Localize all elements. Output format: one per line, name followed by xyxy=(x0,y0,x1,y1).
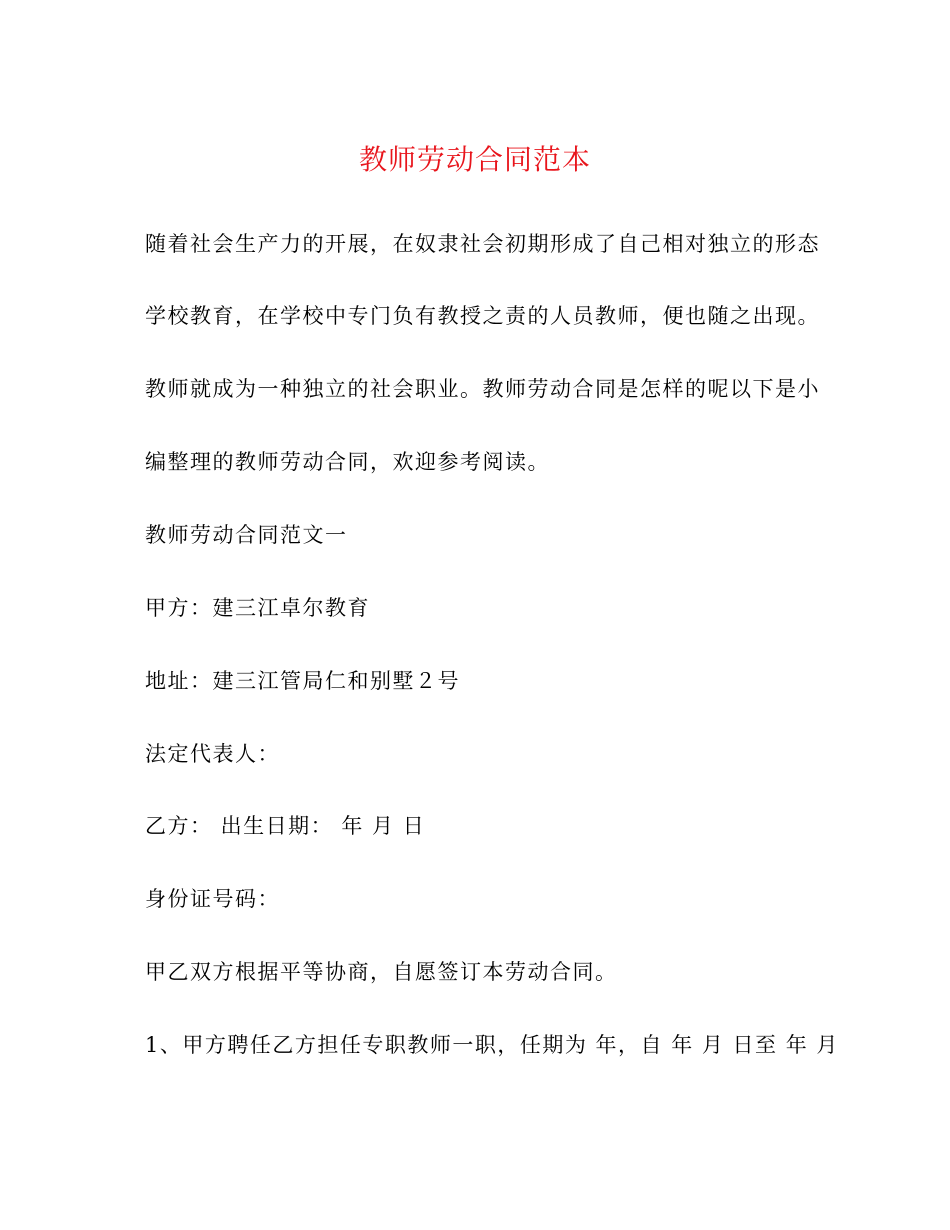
clause-1-line: 1、甲方聘任乙方担任专职教师一职，任期为 年，自 年 月 日至 年 月 xyxy=(145,1033,839,1057)
body-line-4: 编整理的教师劳动合同，欢迎参考阅读。 xyxy=(145,450,550,474)
body-line-1: 随着社会生产力的开展，在奴隶社会初期形成了自己相对独立的形态 xyxy=(145,232,820,256)
document-title: 教师劳动合同范本 xyxy=(358,143,591,176)
address-line: 地址：建三江管局仁和别墅２号 xyxy=(145,669,460,693)
section-heading: 教师劳动合同范文一 xyxy=(145,523,348,547)
party-a-line: 甲方：建三江卓尔教育 xyxy=(145,596,370,620)
body-line-3: 教师就成为一种独立的社会职业。教师劳动合同是怎样的呢以下是小 xyxy=(145,377,820,401)
agreement-line: 甲乙双方根据平等协商，自愿签订本劳动合同。 xyxy=(145,960,618,984)
id-number-line: 身份证号码： xyxy=(145,887,280,911)
party-b-line: 乙方： 出生日期： 年 月 日 xyxy=(145,814,426,838)
body-line-2: 学校教育，在学校中专门负有教授之责的人员教师，便也随之出现。 xyxy=(145,304,820,328)
legal-representative-line: 法定代表人： xyxy=(145,742,280,766)
